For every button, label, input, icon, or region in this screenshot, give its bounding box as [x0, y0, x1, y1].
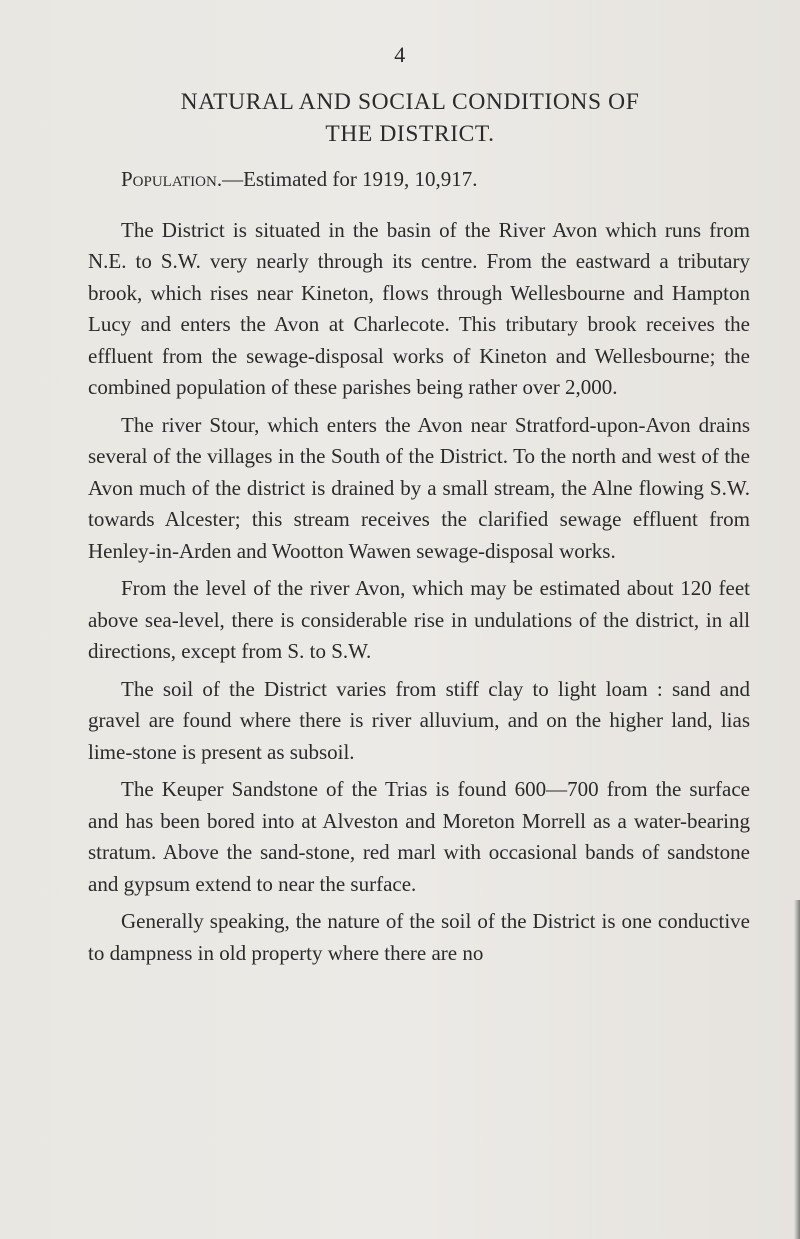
paragraph-level: From the level of the river Avon, which may be estimated about 120 feet above sea-level, there is considerable rise in undulations of the district, in all directions, except from S. to S.W.: [88, 576, 750, 663]
paragraph-sandstone: The Keuper Sandstone of the Trias is found 600—700 from the surface and has been bored into at Alveston and Moreton Morrell as a water-bearing stratum. Above the sand-stone, red marl with occasional bands of sandstone and gypsum extend to near the surface.: [88, 777, 750, 896]
paragraph-soil: The soil of the District varies from stiff clay to light loam : sand and gravel are found where there is river alluvium, and on the higher land, lias lime-stone is present as subsoil.: [88, 676, 750, 764]
title-line-2: THE DISTRICT.: [325, 121, 495, 147]
paragraph-river-stour: The river Stour, which enters the Avon near Stratford-upon-Avon drains several of the villages in the South of the District. To the north and west of the Avon much of the district is drained by a small stream, the Alne flowing S.W. towards Alcester; this stream receives the clarified sewage effluent from Henley-in-Arden and Wootton Wawen sewage-disposal works.: [88, 412, 750, 563]
page-edge-shadow: [794, 900, 800, 1239]
population-label: Population.: [121, 167, 223, 191]
title-line-1: NATURAL AND SOCIAL CONDITIONS OF: [180, 89, 640, 115]
population-paragraph: [88, 164, 750, 196]
page-title: [90, 86, 730, 150]
page-number: 4: [394, 42, 406, 67]
paragraph-river-avon: The District is situated in the basin of the River Avon which runs from N.E. to S.W. very nearly through its centre. From the eastward a tributary brook, which rises near Kineton, flows through Wellesbourne and Hampton Lucy and enters the Avon at Charlecote. This tributary brook receives the effluent from the sewage-disposal works of Kineton and Wellesbourne; the combined population of these parishes being rather over 2,000.: [88, 217, 750, 399]
body-text: [88, 164, 750, 969]
population-text: —Estimated for 1919, 10,917.: [222, 167, 478, 191]
paragraph-dampness: Generally speaking, the nature of the soil of the District is one conductive to dampness in old property where there are no: [88, 909, 750, 965]
